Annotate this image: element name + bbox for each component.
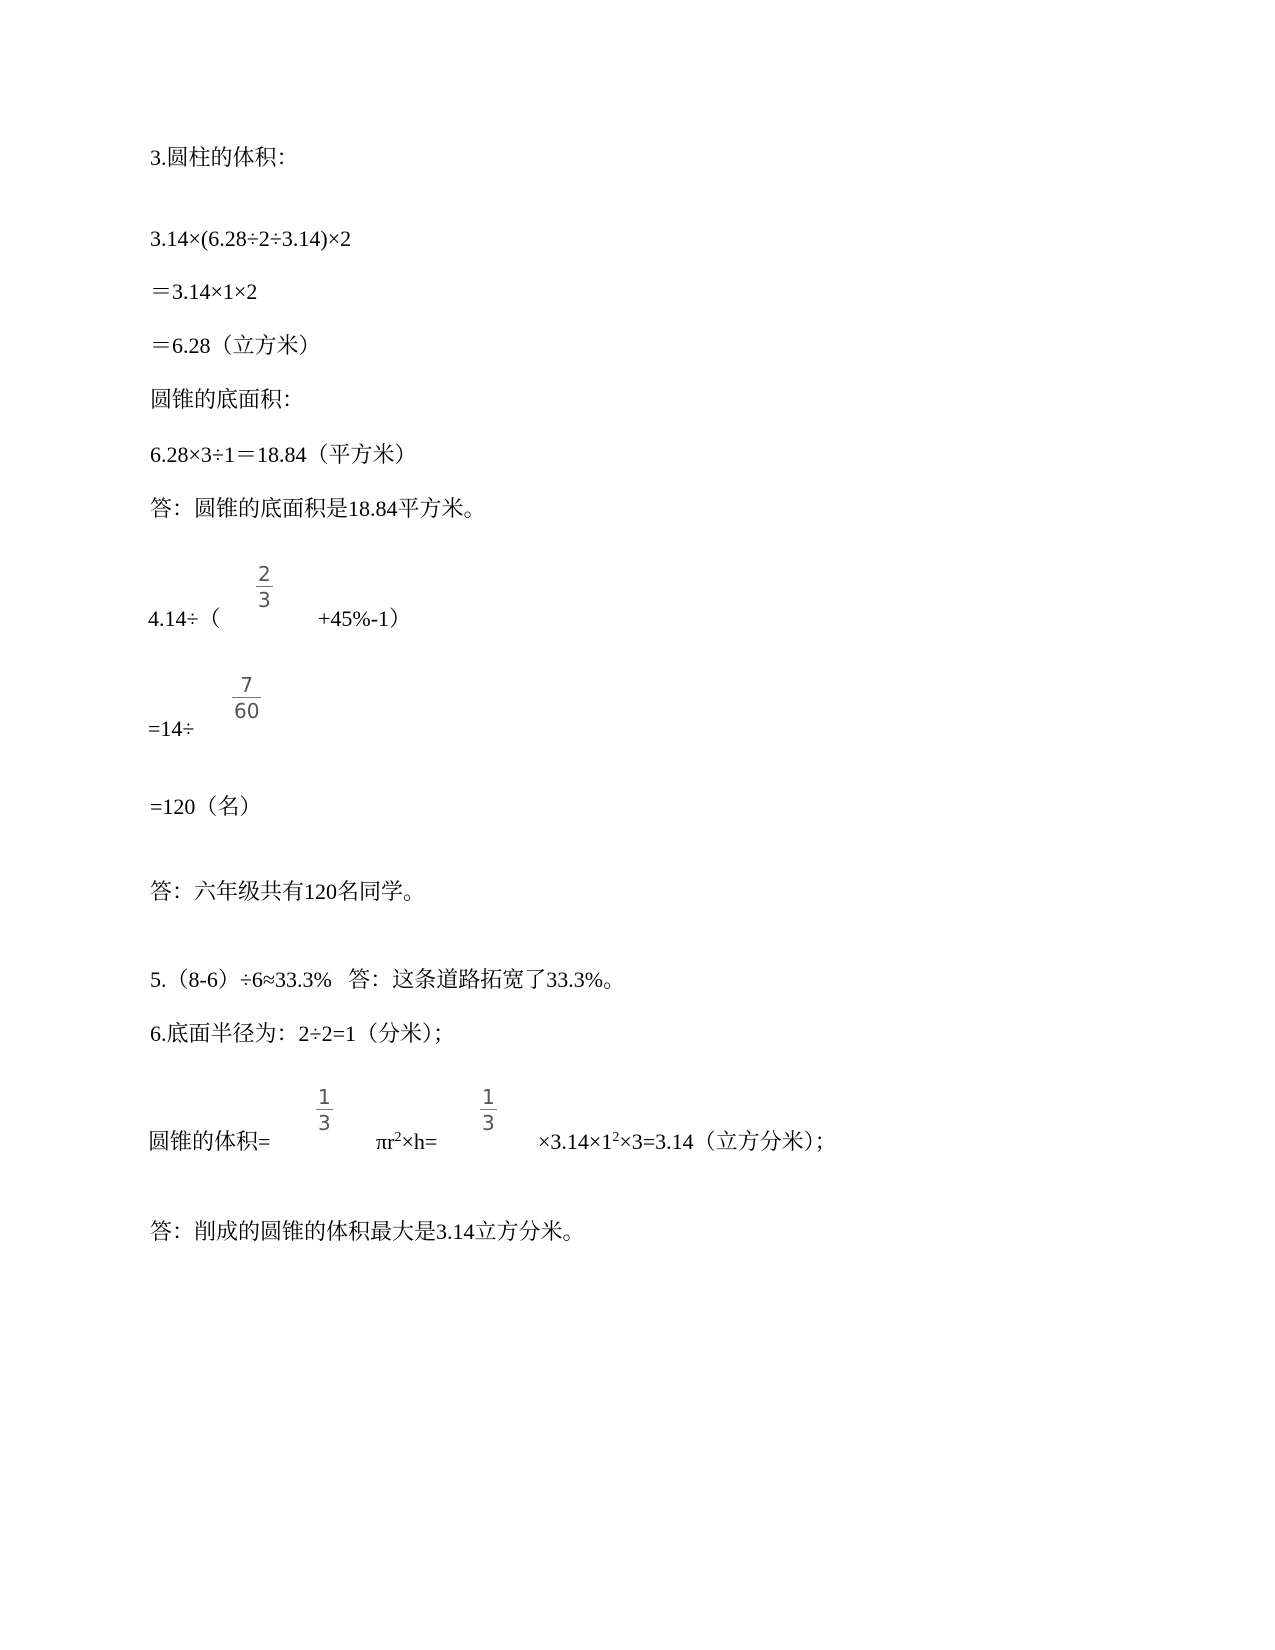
q3-heading: 3.圆柱的体积： <box>150 145 299 170</box>
q6-fraction-1 <box>316 1086 333 1134</box>
q3-line-5: 6.28×3÷1＝18.84（平方米） <box>150 442 417 467</box>
q4-fraction-2-bar <box>232 697 261 698</box>
q6-fraction-1-denominator: 3 <box>318 1111 331 1135</box>
q6-line-1: 6.底面半径为：2÷2=1（分米）； <box>150 1021 455 1046</box>
q4-fraction-1-numerator: 2 <box>258 562 271 586</box>
q4-fraction-1 <box>256 563 273 611</box>
q6-fraction-2-denominator: 3 <box>482 1111 495 1135</box>
q4-line-2-prefix: =14÷ <box>148 716 195 741</box>
q6-formula-pi-r: πr <box>376 1129 395 1154</box>
q6-volume-label: 圆锥的体积= <box>148 1129 271 1154</box>
q6-fraction-1-numerator: 1 <box>318 1085 331 1109</box>
q6-calc-exponent: 2 <box>612 1130 620 1145</box>
q3-line-2: ＝3.14×1×2 <box>150 279 258 304</box>
q6-answer: 答：削成的圆锥的体积最大是3.14立方分米。 <box>150 1219 585 1244</box>
q6-formula-h: ×h= <box>401 1129 438 1154</box>
q6-calc-part-a: ×3.14×1 <box>538 1129 613 1154</box>
q6-calc-part-b: ×3=3.14（立方分米）； <box>619 1129 837 1154</box>
q4-suffix: +45%-1） <box>318 606 412 631</box>
q6-fraction-1-bar <box>316 1109 333 1110</box>
q4-fraction-1-denominator: 3 <box>258 588 271 612</box>
q4-prefix: 4.14÷（ <box>148 606 221 631</box>
q4-line-3: =120（名） <box>150 794 262 819</box>
q4-fraction-2 <box>232 674 261 722</box>
q4-fraction-2-numerator: 7 <box>240 673 254 697</box>
q4-fraction-1-bar <box>256 586 273 587</box>
q3-line-4: 圆锥的底面积： <box>150 387 305 412</box>
q6-formula <box>376 1128 437 1156</box>
q6-formula-exponent: 2 <box>394 1130 402 1145</box>
q6-fraction-2-numerator: 1 <box>482 1085 495 1109</box>
q3-line-3: ＝6.28（立方米） <box>150 333 321 358</box>
q6-fraction-2-bar <box>480 1109 497 1110</box>
q6-calculation <box>538 1128 837 1156</box>
q4-answer: 答：六年级共有120名同学。 <box>150 879 426 904</box>
q5-line: 5.（8-6）÷6≈33.3% 答：这条道路拓宽了33.3%。 <box>150 967 626 992</box>
q6-fraction-2 <box>480 1086 497 1134</box>
q3-line-1: 3.14×(6.28÷2÷3.14)×2 <box>150 226 352 251</box>
q3-answer: 答：圆锥的底面积是18.84平方米。 <box>150 496 486 521</box>
q4-fraction-2-denominator: 60 <box>234 699 260 723</box>
